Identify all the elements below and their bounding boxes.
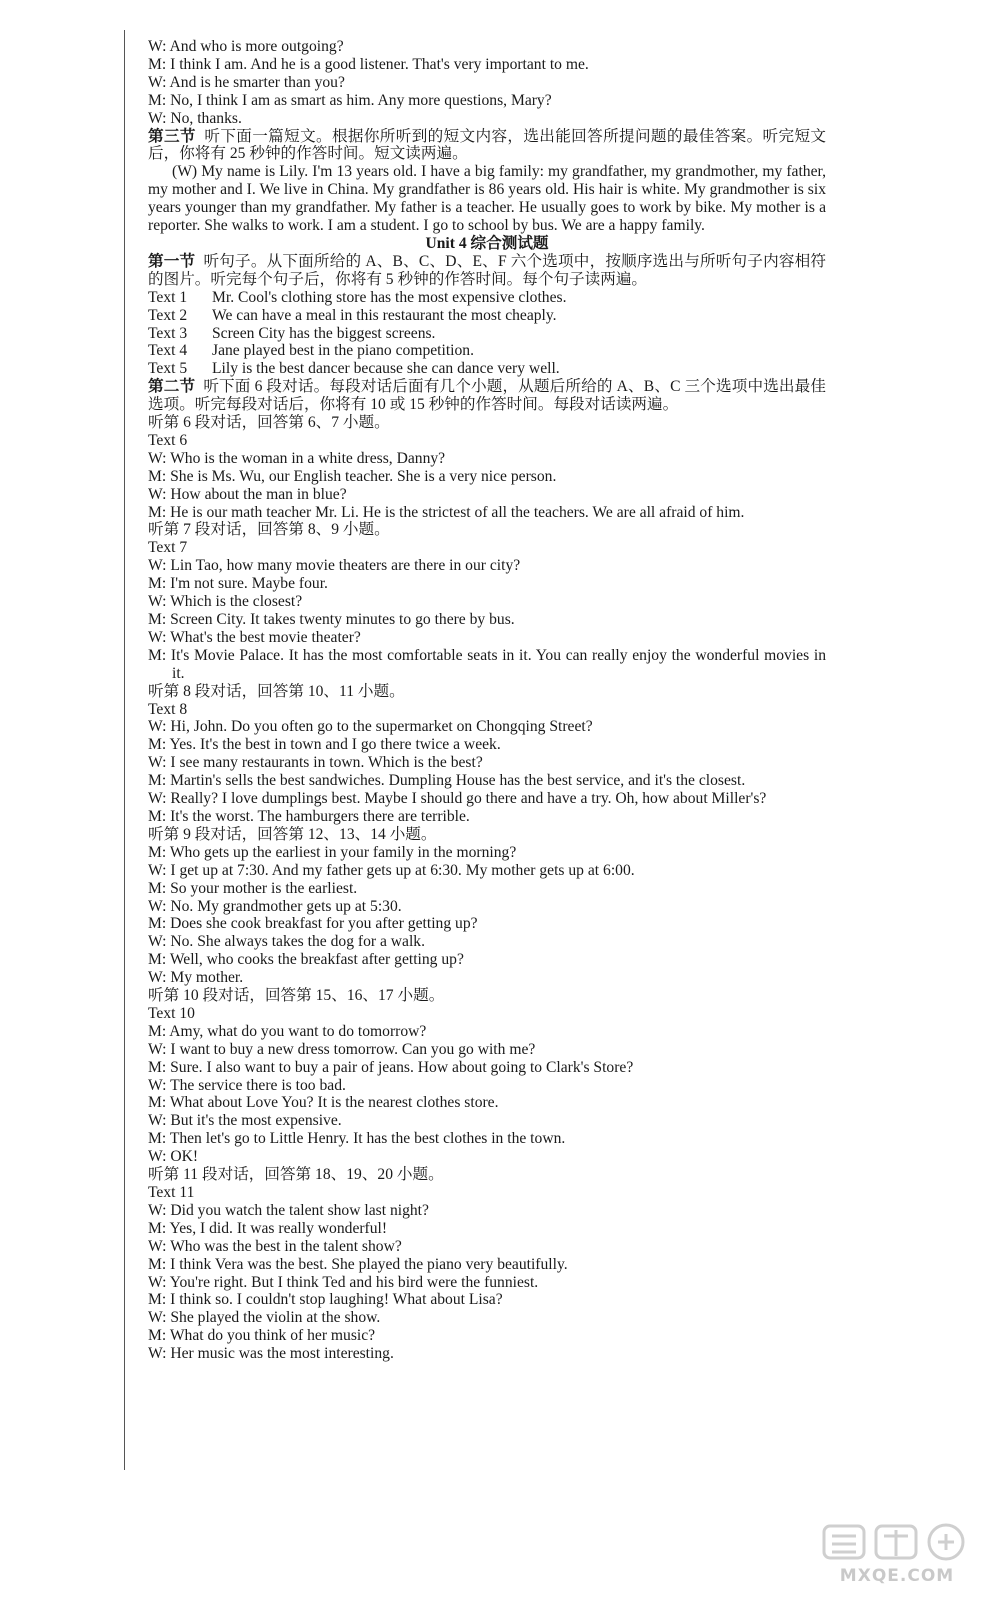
dialogue-line: W: The service there is too bad. — [148, 1076, 346, 1094]
text-label: Text 8 — [148, 700, 188, 718]
text-item — [148, 307, 826, 325]
text-content: We can have a meal in this restaurant the most cheaply. — [212, 306, 557, 324]
dialogue-line: W: Really? I love dumplings best. Maybe I should go there and have a try. Oh, how about Miller's? — [148, 790, 767, 808]
text-label: Text 5 — [148, 360, 188, 378]
text-content: Mr. Cool's clothing store has the most expensive clothes. — [212, 288, 567, 306]
watermark — [822, 1522, 972, 1586]
dialogue-line: M: She is Ms. Wu, our English teacher. She is a very nice person. — [148, 467, 557, 485]
dialogue-line: W: No, thanks. — [148, 109, 242, 127]
dialogue-line: W: Her music was the most interesting. — [148, 1345, 394, 1363]
dialogue-heading: 听第 8 段对话，回答第 10、11 小题。 — [148, 682, 405, 700]
dialogue-line: M: Screen City. It takes twenty minutes to go there by bus. — [148, 611, 515, 628]
dialogue-line: M: I'm not sure. Maybe four. — [148, 575, 328, 593]
dialogue-line: M: Yes. It's the best in town and I go there twice a week. — [148, 736, 501, 754]
dialogue-line: M: It's the worst. The hamburgers there are terrible. — [148, 807, 470, 825]
text-item — [148, 289, 826, 307]
section3-passage: (W) My name is Lily. I'm 13 years old. I have a big family: my grandfather, my grandmother, my father, my mother and I. We live in China. My grandfather is 86 years old. His hair is white. My grandmother is six years younger than my grandfather. My father is a teacher. He usually goes to work by bike. My mother is a reporter. She walks to work. I am a student. I go to school by bus. We are a happy family. — [148, 163, 826, 235]
dialogue-line: W: What's the best movie theater? — [148, 628, 361, 646]
dialogue-line: M: Martin's sells the best sandwiches. Dumpling House has the best service, and it's the closest. — [148, 772, 746, 790]
section1-instruction — [148, 253, 826, 289]
text-content: Screen City has the biggest screens. — [212, 324, 436, 342]
dialogue-line: M: It's Movie Palace. It has the most comfortable seats in it. You can really enjoy the wonderful movies in it. — [148, 646, 826, 682]
section-label: 第二节 — [148, 378, 196, 396]
dialogue-line: M: Well, who cooks the breakfast after getting up? — [148, 951, 464, 969]
dialogue-line: M: I think I am. And he is a good listener. That's very important to me. — [148, 55, 589, 73]
dialogue-line: W: No. My grandmother gets up at 5:30. — [148, 897, 402, 915]
dialogue-line: W: I want to buy a new dress tomorrow. Can you go with me? — [148, 1040, 536, 1058]
dialogue-line: M: Amy, what do you want to do tomorrow? — [148, 1022, 427, 1040]
section-label: 第一节 — [148, 252, 196, 270]
text-label: Text 10 — [148, 1004, 195, 1022]
dialogue-line: M: I think so. I couldn't stop laughing! What about Lisa? — [148, 1291, 503, 1309]
dialogue-line: W: She played the violin at the show. — [148, 1309, 381, 1327]
dialogue-line: W: How about the man in blue? — [148, 485, 347, 503]
text-item — [148, 360, 826, 378]
text-label: Text 11 — [148, 1184, 195, 1201]
dialogue-line: M: So your mother is the earliest. — [148, 879, 358, 897]
instruction-text: 听下面一篇短文。根据你所听到的短文内容，选出能回答所提问题的最佳答案。听完短文后，你将有 25 秒钟的作答时间。短文读两遍。 — [148, 127, 826, 163]
dialogue-line: M: Sure. I also want to buy a pair of jeans. How about going to Clark's Store? — [148, 1058, 634, 1076]
dialogue-line: M: Who gets up the earliest in your family in the morning? — [148, 843, 517, 861]
section-label: 第三节 — [148, 127, 196, 145]
dialogue-line: W: Did you watch the talent show last night? — [148, 1201, 429, 1219]
dialogue-heading: 听第 9 段对话，回答第 12、13、14 小题。 — [148, 825, 437, 843]
section3-instruction — [148, 128, 826, 164]
dialogue-line: M: Yes, I did. It was really wonderful! — [148, 1219, 388, 1237]
dialogue-line: M: What about Love You? It is the nearest clothes store. — [148, 1094, 499, 1112]
dialogue-line: M: What do you think of her music? — [148, 1327, 376, 1345]
dialogue-heading: 听第 10 段对话，回答第 15、16、17 小题。 — [148, 987, 445, 1005]
dialogue-line: W: Which is the closest? — [148, 593, 303, 611]
dialogue-line: W: Who was the best in the talent show? — [148, 1237, 402, 1255]
dialogue-line: W: Hi, John. Do you often go to the supermarket on Chongqing Street? — [148, 718, 593, 736]
instruction-text: 听下面 6 段对话。每段对话后面有几个小题，从题后所给的 A、B、C 三个选项中选出最佳选项。听完每段对话后，你将有 10 或 15 秒钟的作答时间。每段对话读两遍。 — [148, 378, 826, 414]
dialogue-line: W: Lin Tao, how many movie theaters are there in our city? — [148, 557, 521, 575]
instruction-text: 听句子。从下面所给的 A、B、C、D、E、F 六个选项中，按顺序选出与所听句子内容相符的图片。听完每个句子后，你将有 5 秒钟的作答时间。每个句子读两遍。 — [148, 252, 826, 288]
dialogue-line: W: I see many restaurants in town. Which is the best? — [148, 754, 483, 772]
section2-instruction — [148, 378, 826, 414]
dialogue-line: W: No. She always takes the dog for a walk. — [148, 933, 426, 951]
dialogue-heading: 听第 11 段对话，回答第 18、19、20 小题。 — [148, 1166, 444, 1184]
document-page — [148, 38, 826, 1363]
margin-rule — [124, 30, 125, 1470]
text-label: Text 4 — [148, 342, 188, 360]
text-item — [148, 325, 826, 343]
dialogue-line: W: OK! — [148, 1148, 199, 1166]
text-label: Text 7 — [148, 539, 188, 557]
dialogue-heading: 听第 6 段对话，回答第 6、7 小题。 — [148, 414, 390, 432]
text-label: Text 6 — [148, 431, 188, 449]
dialogue-line: W: But it's the most expensive. — [148, 1112, 342, 1130]
dialogue-line: W: My mother. — [148, 969, 244, 987]
dialogue-line: W: Who is the woman in a white dress, Danny? — [148, 449, 446, 467]
text-label: Text 3 — [148, 324, 188, 342]
dialogue-line: M: No, I think I am as smart as him. Any more questions, Mary? — [148, 91, 552, 109]
watermark-logo-icon — [822, 1522, 972, 1562]
unit-title: Unit 4 综合测试题 — [425, 234, 549, 252]
text-label: Text 1 — [148, 288, 188, 306]
watermark-url: MXQE.COM — [839, 1566, 955, 1586]
dialogue-line: M: I think Vera was the best. She played the piano very beautifully. — [148, 1255, 568, 1273]
dialogue-line: M: Then let's go to Little Henry. It has the best clothes in the town. — [148, 1130, 566, 1148]
dialogue-heading: 听第 7 段对话，回答第 8、9 小题。 — [148, 521, 390, 539]
text-content: Jane played best in the piano competition. — [212, 342, 474, 360]
dialogue-line: W: I get up at 7:30. And my father gets up at 6:30. My mother gets up at 6:00. — [148, 861, 635, 879]
text-label: Text 2 — [148, 306, 188, 324]
dialogue-line: M: Does she cook breakfast for you after getting up? — [148, 915, 478, 933]
dialogue-line: W: And is he smarter than you? — [148, 73, 345, 91]
text-content: Lily is the best dancer because she can dance very well. — [212, 360, 560, 378]
dialogue-line: W: You're right. But I think Ted and his bird were the funniest. — [148, 1273, 539, 1291]
dialogue-line: M: He is our math teacher Mr. Li. He is the strictest of all the teachers. We are all afraid of him. — [148, 503, 745, 521]
dialogue-line: W: And who is more outgoing? — [148, 38, 344, 55]
text-item — [148, 342, 826, 360]
